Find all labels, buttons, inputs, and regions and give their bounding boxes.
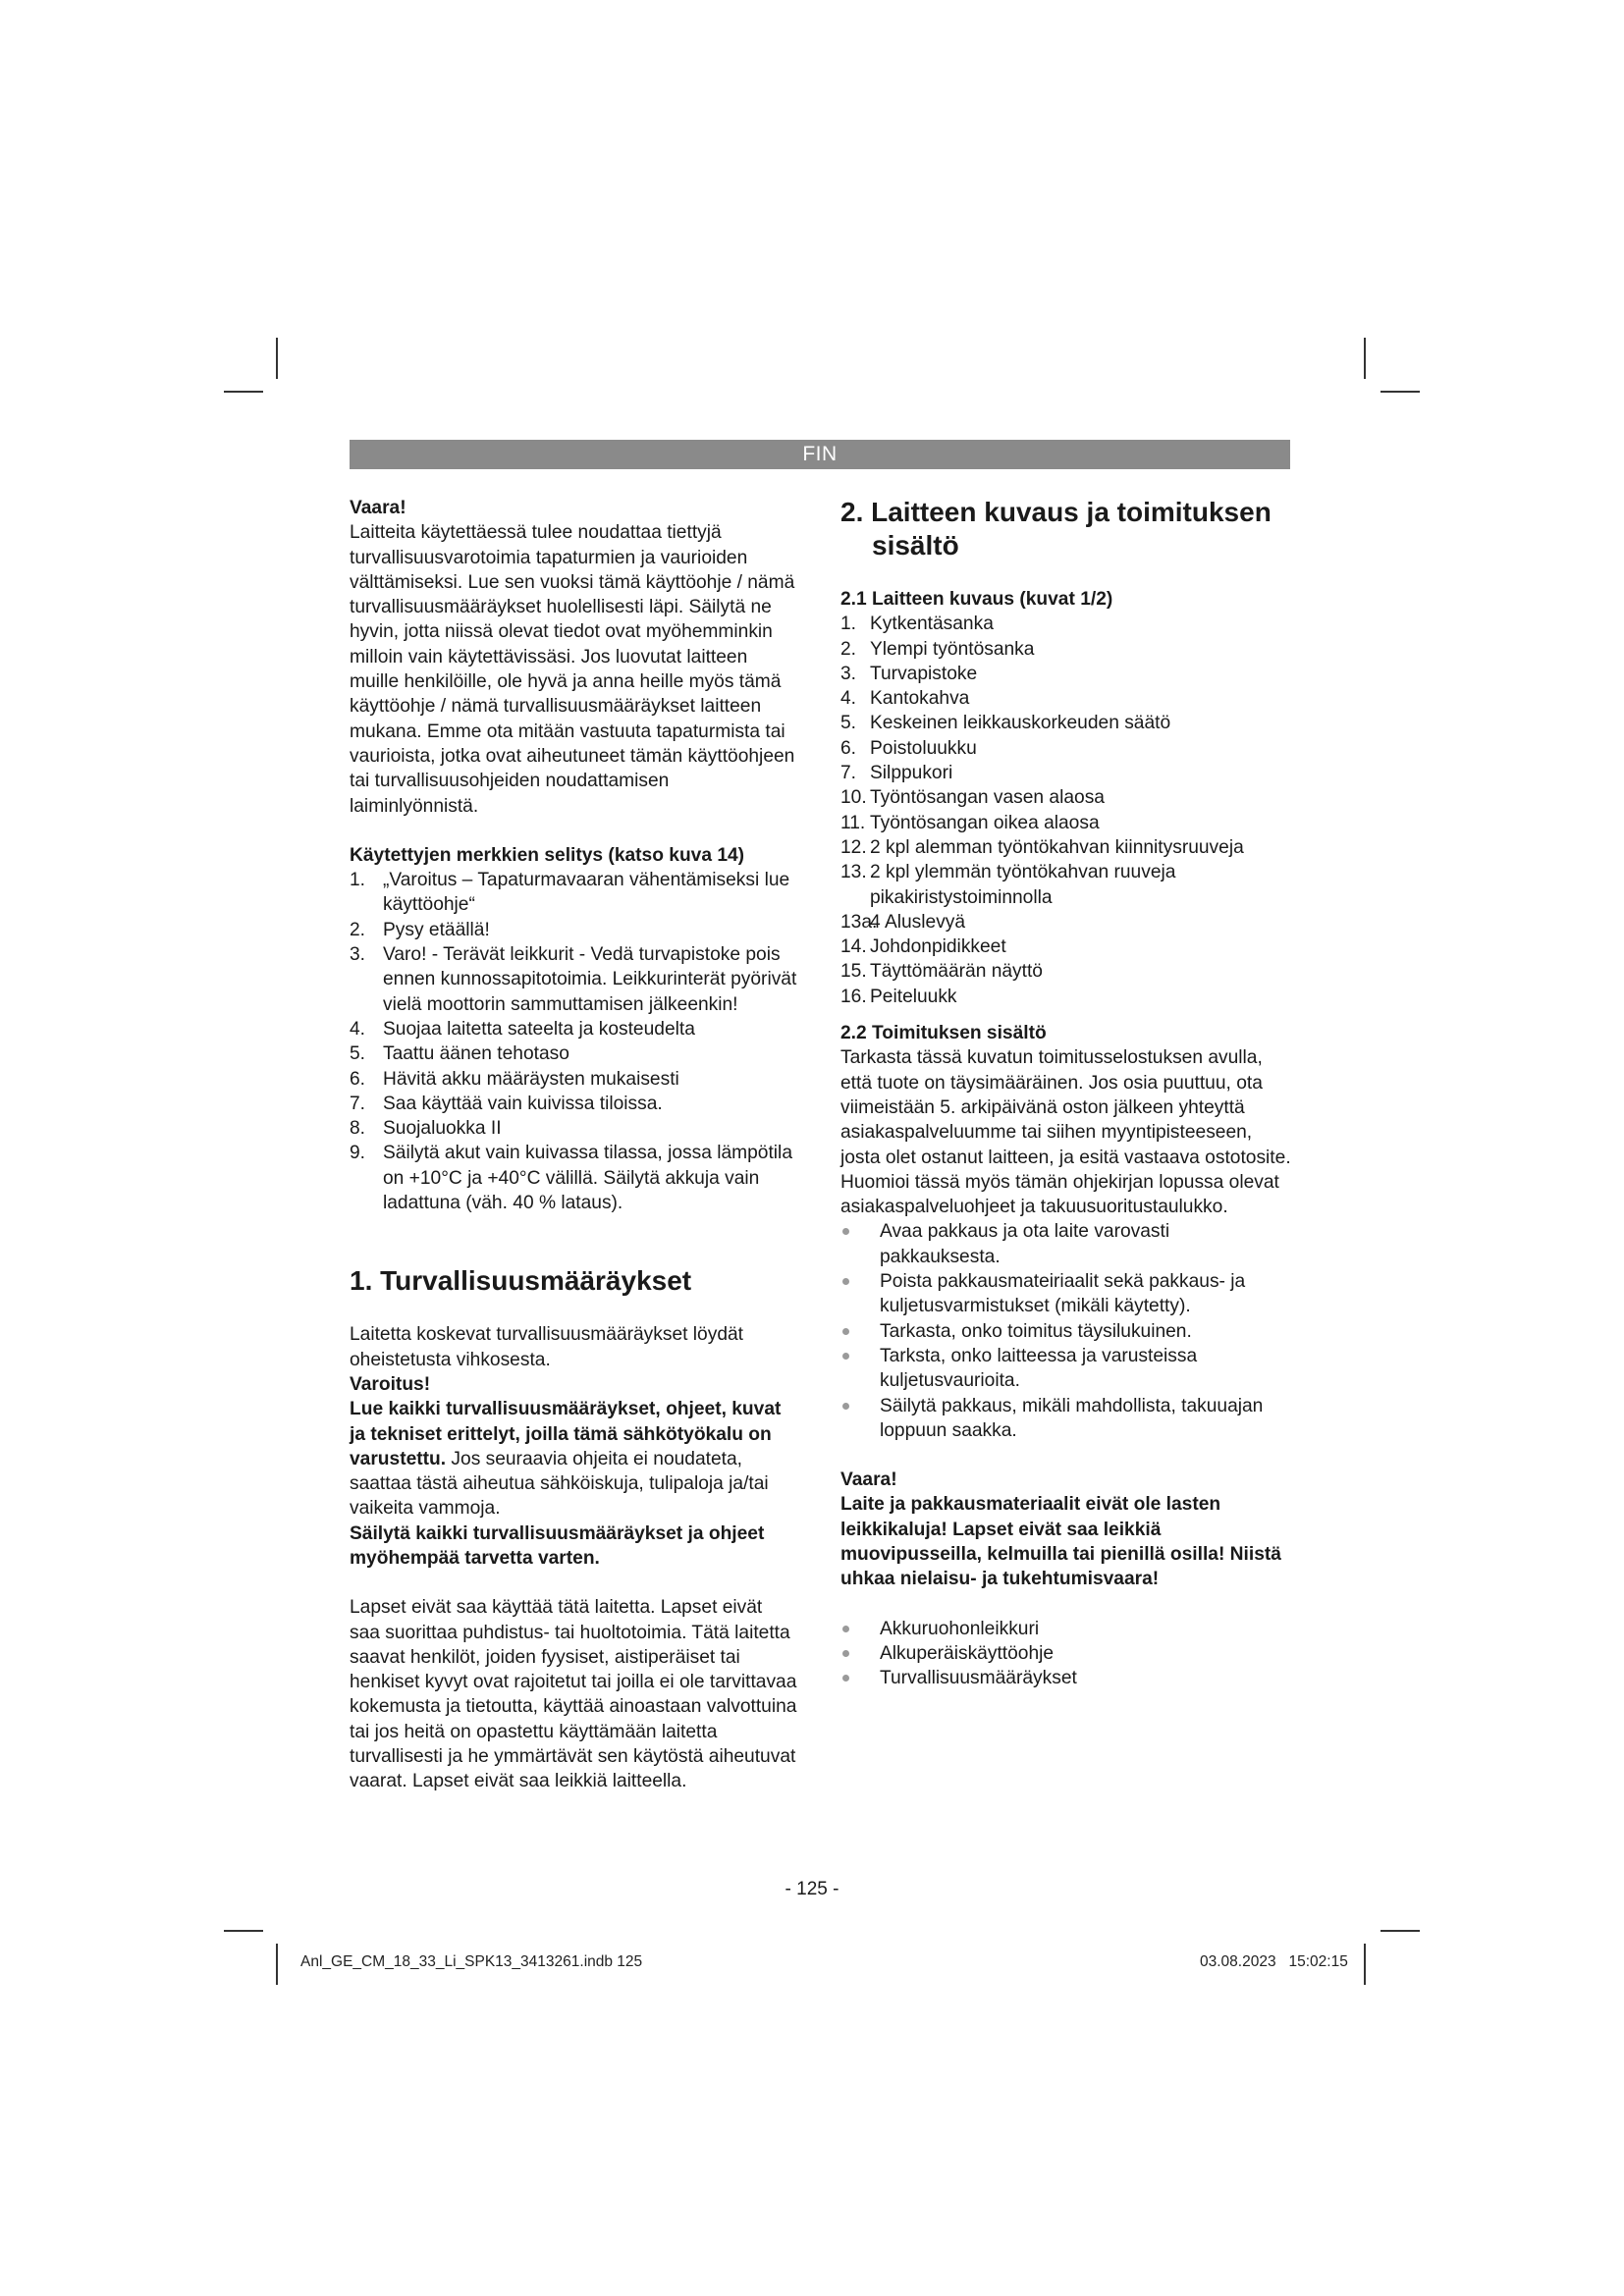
list-item-number: 13a. <box>840 911 878 933</box>
list-item-number: 6. <box>840 737 857 759</box>
bullet-item <box>840 1666 1292 1690</box>
warning-normal-part: Jos seuraavia ohjeita ei noudateta, saattaa tästä aiheutua sähköiskuja, tulipaloja ja/tai vaikeita vammoja. <box>350 1448 769 1520</box>
list-item-text: Pysy etäällä! <box>383 919 490 940</box>
list-item-text: Turvapistoke <box>870 663 978 684</box>
crop-mark-bottom-right-h <box>1380 1930 1420 1932</box>
bullet-item-text: Alkuperäiskäyttöohje <box>880 1642 1055 1664</box>
list-item-number: 4. <box>840 688 857 710</box>
list-item-text: Säilytä akut vain kuivassa tilassa, jossa lämpötila on +10°C ja +40°C välillä. Säilytä akkuja vain ladattuna (väh. 40 % lataus). <box>383 1143 792 1214</box>
list-item <box>350 1116 797 1141</box>
list-item <box>840 711 1292 735</box>
bullet-item-text: Säilytä pakkaus, mikäli mahdollista, takuuajan loppuun saakka. <box>880 1395 1264 1441</box>
list-item <box>840 811 1292 835</box>
bullet-dot-icon <box>842 1675 849 1682</box>
list-item-text: Työntösangan vasen alaosa <box>870 787 1105 809</box>
list-item-number: 7. <box>350 1093 366 1114</box>
list-item <box>840 637 1292 662</box>
section-2-title-line2: sisältö <box>872 530 959 561</box>
left-column <box>350 496 797 1794</box>
list-item-text: Peiteluukk <box>870 986 957 1007</box>
section-1-warning-text <box>350 1397 797 1521</box>
bullet-item <box>840 1344 1292 1394</box>
list-item-number: 5. <box>350 1043 366 1065</box>
bullet-item <box>840 1269 1292 1319</box>
bullet-dot-icon <box>842 1278 849 1285</box>
bullet-item-text: Avaa pakkaus ja ota laite varovasti pakkauksesta. <box>880 1221 1170 1267</box>
section-2-title-line1: 2. Laitteen kuvaus ja toimituksen <box>840 497 1272 527</box>
list-item <box>840 860 1292 910</box>
list-item-number: 8. <box>350 1118 366 1140</box>
list-item-number: 3. <box>350 944 366 966</box>
list-item-number: 13. <box>840 862 867 883</box>
unpacking-steps-list <box>840 1219 1292 1443</box>
crop-mark-top-right <box>1364 338 1366 379</box>
list-item-number: 10. <box>840 787 867 809</box>
warning-title: Vaara! <box>350 498 406 518</box>
list-item-text: Taattu äänen tehotaso <box>383 1043 569 1065</box>
list-item <box>840 959 1292 984</box>
list-item-number: 7. <box>840 763 857 784</box>
list-item-text: Ylempi työntösanka <box>870 638 1035 660</box>
list-item <box>840 985 1292 1009</box>
list-item-text: Suojaluokka II <box>383 1118 502 1140</box>
list-item-number: 1. <box>350 870 366 891</box>
right-column <box>840 496 1292 1690</box>
list-item-number: 6. <box>350 1068 366 1090</box>
list-item-text: Silppukori <box>870 763 953 784</box>
list-item-text: 4 Aluslevyä <box>870 911 966 933</box>
section-1-intro: Laitetta koskevat turvallisuusmääräykset löydät oheistetusta vihkosesta. <box>350 1324 743 1370</box>
bullet-dot-icon <box>842 1626 849 1632</box>
list-item-text: „Varoitus – Tapaturmavaaran vähentämiseksi lue käyttöohje“ <box>383 870 790 916</box>
crop-mark-top-left <box>276 338 278 379</box>
bullet-item <box>840 1219 1292 1269</box>
section-1-keep-instructions: Säilytä kaikki turvallisuusmääräykset ja ohjeet myöhempää tarvetta varten. <box>350 1522 765 1569</box>
crop-mark-top-right-h <box>1380 391 1420 393</box>
section-2-1-title: 2.1 Laitteen kuvaus (kuvat 1/2) <box>840 589 1113 610</box>
list-item-text: Keskeinen leikkauskorkeuden säätö <box>870 713 1171 734</box>
bullet-item-text: Poista pakkausmateiriaalit sekä pakkaus- ja kuljetusvarmistukset (mikäli käytetty). <box>880 1271 1246 1317</box>
list-item <box>840 934 1292 959</box>
list-item-text: Hävitä akku määräysten mukaisesti <box>383 1068 679 1090</box>
list-item-text: Täyttömäärän näyttö <box>870 961 1043 983</box>
list-item-number: 2. <box>350 919 366 940</box>
bullet-item <box>840 1641 1292 1666</box>
list-item <box>350 868 797 918</box>
list-item-number: 15. <box>840 961 867 983</box>
list-item-number: 4. <box>350 1018 366 1040</box>
symbols-title: Käytettyjen merkkien selitys (katso kuva 14) <box>350 844 745 866</box>
section-1-warning-title: Varoitus! <box>350 1373 431 1395</box>
list-item-text: Työntösangan oikea alaosa <box>870 812 1100 833</box>
list-item-text: Varo! - Terävät leikkurit - Vedä turvapistoke pois ennen kunnossapitotoimia. Leikkurinterät pyörivät vielä moottorin sammuttamisen jälkeenkin! <box>383 944 797 1015</box>
list-item <box>350 1041 797 1066</box>
list-item-text: Johdonpidikkeet <box>870 936 1006 958</box>
bullet-item-text: Tarksta, onko laitteessa ja varusteissa kuljetusvaurioita. <box>880 1345 1198 1392</box>
list-item <box>350 942 797 1017</box>
list-item <box>840 910 1292 934</box>
warning-bold-part: Lue kaikki turvallisuusmääräykset, ohjeet, kuvat ja tekniset erittelyt, joilla tämä sähkötyökalu on varustettu. <box>350 1399 782 1469</box>
crop-mark-bottom-left-h <box>224 1930 263 1932</box>
crop-mark-bottom-left <box>276 1944 278 1985</box>
list-item-number: 5. <box>840 713 857 734</box>
bullet-dot-icon <box>842 1650 849 1657</box>
footer-date: 03.08.2023 <box>1200 1953 1276 1970</box>
list-item-number: 3. <box>840 663 857 684</box>
list-item <box>350 1067 797 1092</box>
list-item-number: 12. <box>840 836 867 858</box>
list-item-number: 2. <box>840 638 857 660</box>
list-item <box>840 835 1292 860</box>
list-item <box>840 612 1292 636</box>
list-item <box>840 761 1292 785</box>
danger-title: Vaara! <box>840 1469 897 1491</box>
list-item-number: 11. <box>840 812 866 833</box>
list-item-text: 2 kpl ylemmän työntökahvan ruuveja pikakiristystoiminnolla <box>870 862 1176 908</box>
list-item-number: 9. <box>350 1143 366 1164</box>
language-label: FIN <box>802 443 838 465</box>
bullet-item <box>840 1617 1292 1641</box>
list-item <box>350 1141 797 1215</box>
list-item <box>350 1092 797 1116</box>
list-item-text: Kytkentäsanka <box>870 614 994 635</box>
list-item-text: Poistoluukku <box>870 737 977 759</box>
delivery-contents-list <box>840 1617 1292 1691</box>
list-item <box>840 785 1292 810</box>
footer-file-info: Anl_GE_CM_18_33_Li_SPK13_3413261.indb 125 <box>300 1953 643 1970</box>
list-item <box>350 918 797 942</box>
bullet-dot-icon <box>842 1228 849 1235</box>
warning-text: Laitteita käytettäessä tulee noudattaa tiettyjä turvallisuusvarotoimia tapaturmien ja vaurioiden välttämiseksi. Lue sen vuoksi tämä käyttöohje / nämä turvallisuusmääräykset huolellisesti läpi. Säilytä ne hyvin, jotta niissä olevat tiedot ovat myöhemminkin milloin vain käytettävissäsi. Jos luovutat laitteen muille henkilöille, ole hyvä ja anna heille myös tämä käyttöohje / nämä turvallisuusmääräykset laitteen mukana. Emme ota mitään vastuuta tapaturmista tai vaurioista, jotka ovat aiheutuneet tämän käyttöohjeen tai turvallisuusohjeiden noudattamisen laiminlyönnistä. <box>350 522 795 817</box>
list-item <box>840 662 1292 686</box>
list-item-text: 2 kpl alemman työntökahvan kiinnitysruuveja <box>870 836 1244 858</box>
section-1-title: 1. Turvallisuusmääräykset <box>350 1265 692 1297</box>
bullet-dot-icon <box>842 1403 849 1410</box>
symbols-list <box>350 868 797 1215</box>
language-header-bar <box>350 440 1290 469</box>
bullet-dot-icon <box>842 1353 849 1360</box>
list-item-text: Saa käyttää vain kuivissa tiloissa. <box>383 1093 663 1114</box>
list-item-number: 1. <box>840 614 857 635</box>
footer-timestamp <box>1200 1953 1348 1971</box>
list-item-text: Suojaa laitetta sateelta ja kosteudelta <box>383 1018 695 1040</box>
crop-mark-top-left-h <box>224 391 263 393</box>
section-1-children-text: Lapset eivät saa käyttää tätä laitetta. Lapset eivät saa suorittaa puhdistus- tai huoltotoimia. Tätä laitetta saavat henkilöt, joiden fyysiset, aistiperäiset tai henkiset kyvyt ovat rajoitetut tai joilla ei ole tarvittavaa kokemusta ja tietoutta, käyttää ainoastaan valvottuina tai jos heitä on opastettu käyttämään laitetta turvallisesti ja he ymmärtävät sen käytöstä aiheutuvat vaarat. Lapset eivät saa leikkiä laitteella. <box>350 1597 797 1792</box>
section-2-title <box>840 496 1292 562</box>
crop-mark-bottom-right <box>1364 1944 1366 1985</box>
bullet-item-text: Akkuruohonleikkuri <box>880 1618 1040 1639</box>
list-item <box>840 736 1292 761</box>
footer-time: 15:02:15 <box>1288 1953 1348 1970</box>
bullet-item-text: Turvallisuusmääräykset <box>880 1668 1077 1689</box>
parts-list <box>840 612 1292 1009</box>
section-2-2-text: Tarkasta tässä kuvatun toimitusselostuksen avulla, että tuote on täysimääräinen. Jos osia puuttuu, ota viimeistään 5. arkipäivänä oston jälkeen yhteyttä asiakaspalveluumme tai siihen myyntipisteeseen, josta olet ostanut laitteen, ja esitä vastaava ostotosite. Huomioi tässä myös tämän ohjekirjan lopussa olevat asiakaspalveluohjeet ja takuusuoritustaulukko. <box>840 1047 1291 1218</box>
bullet-item-text: Tarkasta, onko toimitus täysilukuinen. <box>880 1320 1192 1342</box>
section-2-2-title: 2.2 Toimituksen sisältö <box>840 1023 1047 1044</box>
bullet-dot-icon <box>842 1328 849 1335</box>
bullet-item <box>840 1319 1292 1344</box>
list-item-number: 16. <box>840 986 867 1007</box>
list-item-number: 14. <box>840 936 867 958</box>
list-item-text: Kantokahva <box>870 688 970 710</box>
bullet-item <box>840 1394 1292 1444</box>
danger-text: Laite ja pakkausmateriaalit eivät ole lasten leikkikaluja! Lapset eivät saa leikkiä muovipusseilla, kelmuilla tai pienillä osilla! Niistä uhkaa nielaisu- ja tukehtumisvaara! <box>840 1494 1281 1590</box>
list-item <box>840 686 1292 711</box>
list-item <box>350 1017 797 1041</box>
page-number: - 125 - <box>785 1879 839 1899</box>
